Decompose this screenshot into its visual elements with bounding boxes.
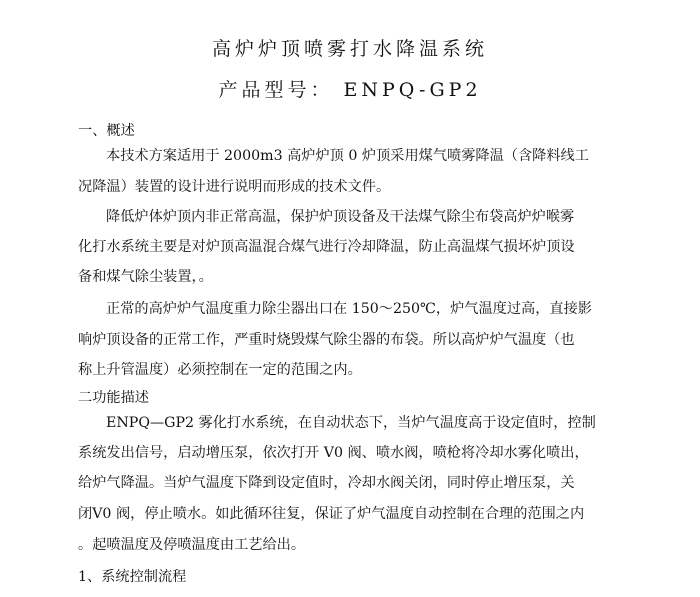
paragraph-line: 况降温）装置的设计进行说明而形成的技术文件。 (78, 179, 391, 195)
section-heading: 一、概述 (78, 123, 135, 139)
paragraph-line: 本技术方案适用于 2000m3 高炉炉顶 0 炉顶采用煤气喷雾降温（含降料线工 (106, 148, 589, 164)
paragraph-line: 响炉顶设备的正常工作，严重时烧毁煤气除尘器的布袋。所以高炉炉气温度（也 (78, 332, 575, 348)
product-model: 产品型号： ENPQ-GP2 (218, 79, 482, 101)
paragraph-line: ENPQ—GP2 雾化打水系统，在自动状态下，当炉气温度高于设定值时，控制 (106, 415, 596, 431)
paragraph-line: 正常的高炉炉气温度重力除尘器出口在 150～250℃，炉气温度过高，直接影 (106, 301, 592, 317)
paragraph-line: 化打水系统主要是对炉顶高温混合煤气进行冷却降温，防止高温煤气损坏炉顶设 (78, 239, 575, 255)
document-title: 高炉炉顶喷雾打水降温系统 (211, 38, 488, 60)
paragraph-line: 。起喷温度及停喷温度由工艺给出。 (78, 537, 306, 553)
paragraph-line: 闭V0 阀，停止喷水。如此循环往复，保证了炉气温度自动控制在合理的范围之内 (78, 506, 585, 522)
paragraph-line: 备和煤气除尘装置，。 (78, 269, 213, 285)
paragraph-line: 给炉气降温。当炉气温度下降到设定值时，冷却水阀关闭，同时停止增压泵，关 (78, 475, 575, 491)
section-heading: 二功能描述 (78, 390, 149, 406)
paragraph-line: 称上升管温度）必须控制在一定的范围之内。 (78, 362, 362, 378)
paragraph-line: 降低炉体炉顶内非正常高温，保护炉顶设备及干法煤气除尘布袋高炉炉喉雾 (106, 209, 575, 225)
section-heading: 1、系统控制流程 (78, 569, 187, 585)
paragraph-line: 系统发出信号，启动增压泵，依次打开 V0 阀、喷水阀，喷枪将冷却水雾化喷出， (78, 445, 589, 461)
